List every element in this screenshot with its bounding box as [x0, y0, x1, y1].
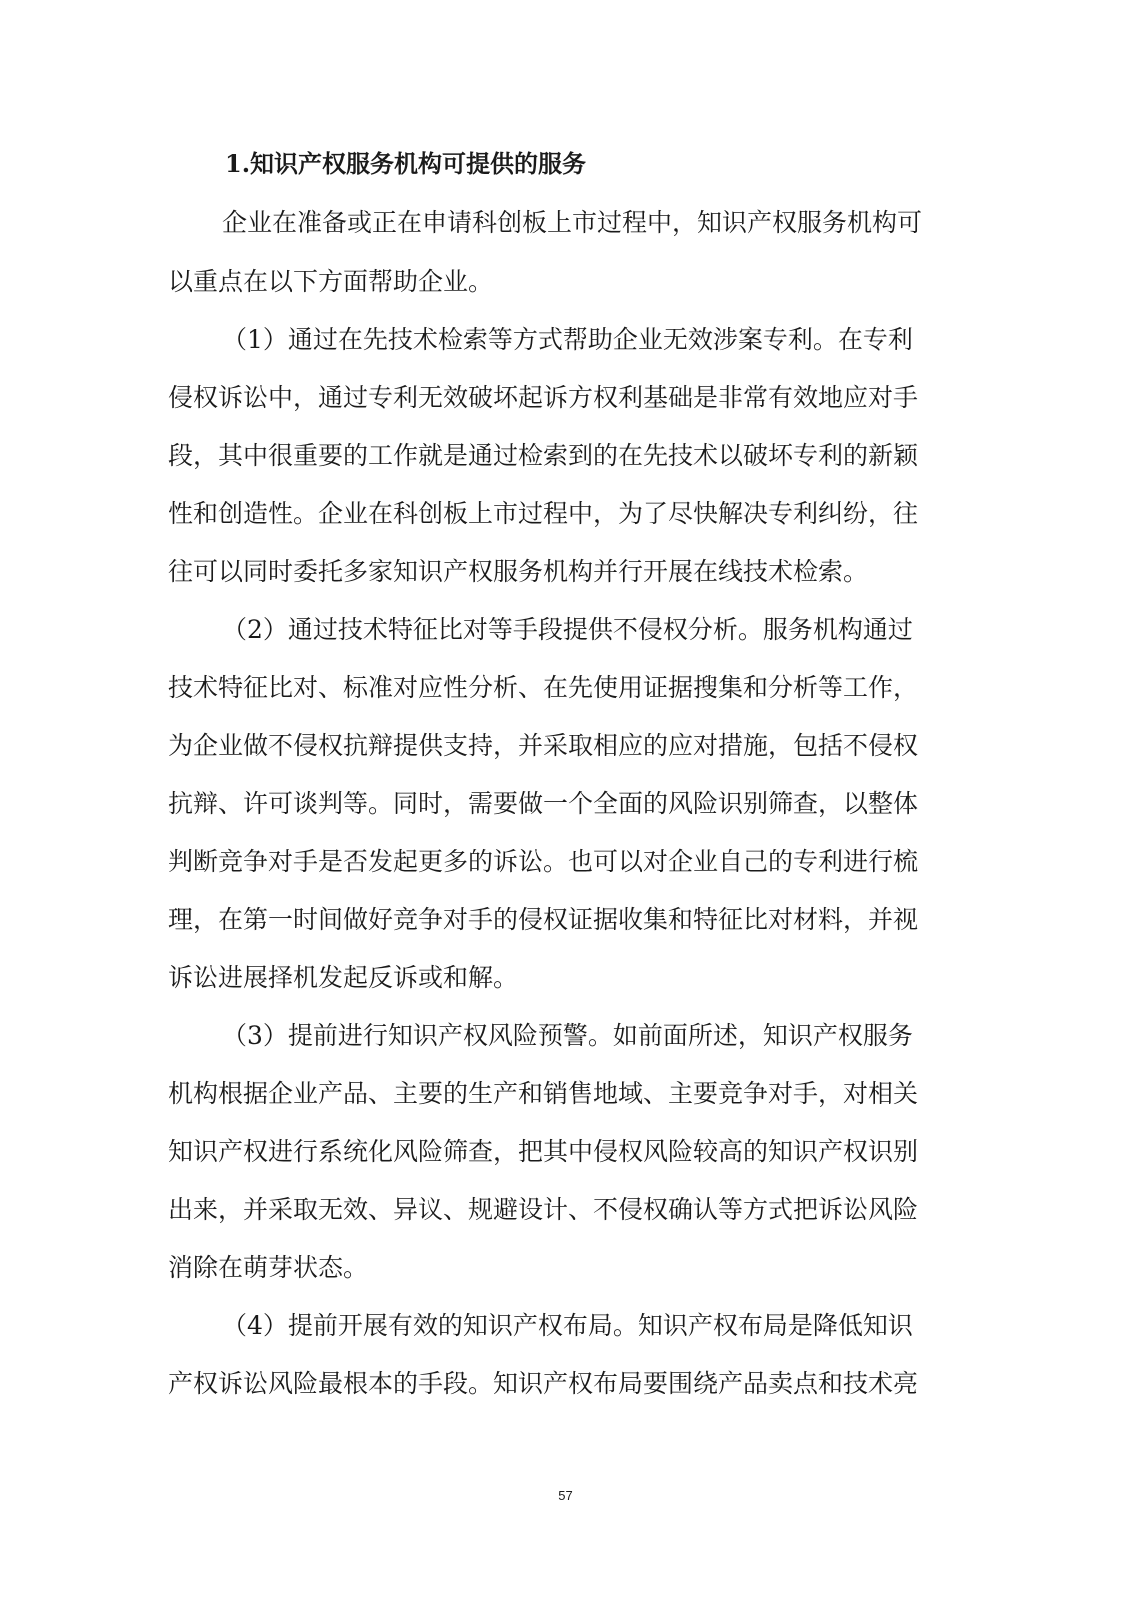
item-2-line: 抗辩、许可谈判等。同时，需要做一个全面的风险识别筛查，以整体 — [168, 789, 919, 818]
page-number: 57 — [558, 1488, 573, 1503]
intro-line: 以重点在以下方面帮助企业。 — [168, 267, 494, 296]
intro-line: 企业在准备或正在申请科创板上市过程中，知识产权服务机构可 — [222, 208, 923, 237]
item-1-line: 性和创造性。企业在科创板上市过程中，为了尽快解决专利纠纷，往 — [168, 499, 919, 528]
item-3-line: （3）提前进行知识产权风险预警。如前面所述，知识产权服务 — [222, 1021, 913, 1050]
item-1-line: 侵权诉讼中，通过专利无效破坏起诉方权利基础是非常有效地应对手 — [168, 383, 919, 412]
section-heading: 1.知识产权服务机构可提供的服务 — [225, 149, 587, 178]
item-2-line: （2）通过技术特征比对等手段提供不侵权分析。服务机构通过 — [222, 615, 913, 644]
item-3-line: 消除在萌芽状态。 — [168, 1253, 369, 1282]
item-1-line: 往可以同时委托多家知识产权服务机构并行开展在线技术检索。 — [168, 557, 869, 586]
item-4-line: 产权诉讼风险最根本的手段。知识产权布局要围绕产品卖点和技术亮 — [168, 1369, 919, 1398]
item-2-line: 为企业做不侵权抗辩提供支持，并采取相应的应对措施，包括不侵权 — [168, 731, 919, 760]
item-2-line: 技术特征比对、标准对应性分析、在先使用证据搜集和分析等工作， — [168, 673, 919, 702]
item-2-line: 判断竞争对手是否发起更多的诉讼。也可以对企业自己的专利进行梳 — [168, 847, 919, 876]
item-1-line: （1）通过在先技术检索等方式帮助企业无效涉案专利。在专利 — [222, 325, 913, 354]
item-4-line: （4）提前开展有效的知识产权布局。知识产权布局是降低知识 — [222, 1311, 913, 1340]
item-2-line: 理，在第一时间做好竞争对手的侵权证据收集和特征比对材料，并视 — [168, 905, 919, 934]
item-3-line: 出来，并采取无效、异议、规避设计、不侵权确认等方式把诉讼风险 — [168, 1195, 919, 1224]
item-3-line: 机构根据企业产品、主要的生产和销售地域、主要竞争对手，对相关 — [168, 1079, 919, 1108]
item-2-line: 诉讼进展择机发起反诉或和解。 — [168, 963, 519, 992]
item-3-line: 知识产权进行系统化风险筛查，把其中侵权风险较高的知识产权识别 — [168, 1137, 919, 1166]
item-1-line: 段，其中很重要的工作就是通过检索到的在先技术以破坏专利的新颖 — [168, 441, 919, 470]
